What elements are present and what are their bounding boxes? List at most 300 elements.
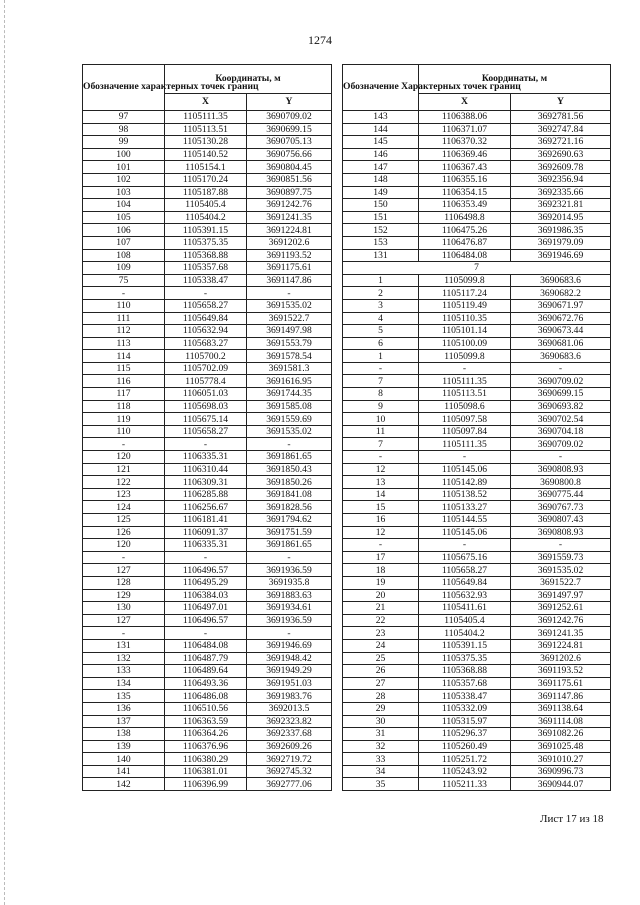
- point-number: 144: [343, 123, 419, 136]
- table-row: [83, 564, 332, 577]
- coordinate-x: 1106370.32: [419, 136, 511, 149]
- point-number: 24: [343, 639, 419, 652]
- coordinate-y: 3691948.42: [247, 652, 332, 665]
- table-row: [83, 551, 332, 564]
- coordinate-y: 3692014.95: [511, 211, 611, 224]
- point-number: 149: [343, 186, 419, 199]
- table-row: [83, 337, 332, 350]
- table-row: [343, 652, 611, 665]
- table-row: [343, 501, 611, 514]
- table-row: [83, 161, 332, 174]
- table-row: [343, 199, 611, 212]
- coordinate-y: 3691522.7: [511, 576, 611, 589]
- coordinate-x: 1106354.15: [419, 186, 511, 199]
- coordinate-x: 1105368.88: [165, 249, 247, 262]
- point-number: 108: [83, 249, 165, 262]
- coordinate-y: 3691025.48: [511, 740, 611, 753]
- coordinate-y: 3690775.44: [511, 488, 611, 501]
- coordinate-x: 1105099.8: [419, 274, 511, 287]
- coordinate-y: 3691224.81: [511, 639, 611, 652]
- coordinate-x: 1105133.27: [419, 501, 511, 514]
- coordinate-y: 3690996.73: [511, 765, 611, 778]
- table-row: [343, 451, 611, 464]
- coordinate-y: 3691147.86: [511, 690, 611, 703]
- point-number: -: [343, 451, 419, 464]
- header-coordinates: Координаты, м: [419, 65, 611, 94]
- coordinate-y: 3690756.66: [247, 148, 332, 161]
- table-row: [83, 262, 332, 275]
- coordinate-y: 3691202.6: [511, 652, 611, 665]
- point-number: -: [343, 539, 419, 552]
- coordinate-x: 1106476.87: [419, 236, 511, 249]
- header-x: X: [419, 94, 511, 111]
- table-row: [343, 589, 611, 602]
- point-number: 137: [83, 715, 165, 728]
- coordinate-y: 3692719.72: [247, 753, 332, 766]
- point-number: 1: [343, 350, 419, 363]
- point-number: 7: [343, 375, 419, 388]
- coordinate-y: 3691241.35: [511, 627, 611, 640]
- coordinate-x: 1105649.84: [419, 576, 511, 589]
- coordinate-y: 3692609.78: [511, 161, 611, 174]
- point-number: 21: [343, 602, 419, 615]
- table-row: [343, 211, 611, 224]
- coordinate-x: 1106380.29: [165, 753, 247, 766]
- coordinate-y: 3691241.35: [247, 211, 332, 224]
- coordinate-y: 3690705.13: [247, 136, 332, 149]
- coordinate-x: 1106381.01: [165, 765, 247, 778]
- table-row: [83, 690, 332, 703]
- coordinate-x: 1106369.46: [419, 148, 511, 161]
- table-row: [343, 350, 611, 363]
- table-row: [83, 274, 332, 287]
- point-number: 151: [343, 211, 419, 224]
- coordinate-x: 1105411.61: [419, 602, 511, 615]
- coordinate-y: 3692721.16: [511, 136, 611, 149]
- table-row: [343, 753, 611, 766]
- coordinate-y: 3690807.43: [511, 514, 611, 527]
- table-row: [83, 665, 332, 678]
- point-number: 27: [343, 677, 419, 690]
- table-row: [83, 602, 332, 615]
- coordinate-x: 1105130.28: [165, 136, 247, 149]
- coordinate-y: 3692747.84: [511, 123, 611, 136]
- coordinate-y: 3690704.18: [511, 425, 611, 438]
- table-row: [83, 677, 332, 690]
- coordinate-y: 3691946.69: [247, 639, 332, 652]
- table-row: [83, 400, 332, 413]
- point-number: 115: [83, 362, 165, 375]
- point-number: 100: [83, 148, 165, 161]
- coordinate-y: 3692356.94: [511, 173, 611, 186]
- point-number: 30: [343, 715, 419, 728]
- table-row: [343, 765, 611, 778]
- point-number: 121: [83, 463, 165, 476]
- coordinate-x: 1105251.72: [419, 753, 511, 766]
- point-number: 153: [343, 236, 419, 249]
- coordinate-x: 1105658.27: [165, 425, 247, 438]
- point-number: 17: [343, 551, 419, 564]
- table-row: [343, 740, 611, 753]
- point-number: 150: [343, 199, 419, 212]
- point-number: 120: [83, 451, 165, 464]
- coordinate-x: 1105113.51: [419, 388, 511, 401]
- coordinate-x: 1105649.84: [165, 312, 247, 325]
- coordinate-x: -: [419, 451, 511, 464]
- coordinate-x: 1105097.58: [419, 413, 511, 426]
- point-number: 13: [343, 476, 419, 489]
- coordinate-y: 3690709.02: [511, 438, 611, 451]
- coordinate-x: 1106335.31: [165, 539, 247, 552]
- coordinate-y: -: [247, 438, 332, 451]
- table-row: [343, 665, 611, 678]
- table-row: [343, 287, 611, 300]
- table-row: [343, 476, 611, 489]
- coordinate-x: 1106285.88: [165, 488, 247, 501]
- coordinate-x: 1105211.33: [419, 778, 511, 791]
- coordinate-y: 3690800.8: [511, 476, 611, 489]
- coordinate-y: 3691935.8: [247, 576, 332, 589]
- point-number: 131: [343, 249, 419, 262]
- coordinate-x: 1106497.01: [165, 602, 247, 615]
- header-y: Y: [511, 94, 611, 111]
- point-number: 4: [343, 312, 419, 325]
- table-row: [343, 262, 611, 275]
- coordinate-x: 1105375.35: [165, 236, 247, 249]
- coordinate-x: 1105778.4: [165, 375, 247, 388]
- coordinate-x: 1105144.55: [419, 514, 511, 527]
- table-row: [83, 136, 332, 149]
- coordinate-y: 3691946.69: [511, 249, 611, 262]
- table-row: [343, 690, 611, 703]
- coordinate-x: 1106388.06: [419, 111, 511, 124]
- coordinate-x: 1105101.14: [419, 325, 511, 338]
- point-number: 5: [343, 325, 419, 338]
- table-row: [343, 677, 611, 690]
- coordinate-x: 1105357.68: [165, 262, 247, 275]
- coordinate-x: 1106376.96: [165, 740, 247, 753]
- point-number: 127: [83, 564, 165, 577]
- coordinate-y: -: [511, 539, 611, 552]
- table-row: [343, 224, 611, 237]
- coordinate-x: 1105404.2: [419, 627, 511, 640]
- point-number: 126: [83, 526, 165, 539]
- point-number: -: [83, 627, 165, 640]
- coordinate-y: 3690702.54: [511, 413, 611, 426]
- coordinate-y: 3691983.76: [247, 690, 332, 703]
- table-row: [83, 325, 332, 338]
- point-number: 20: [343, 589, 419, 602]
- coordinate-y: 3691114.08: [511, 715, 611, 728]
- point-number: 106: [83, 224, 165, 237]
- table-row: [83, 501, 332, 514]
- header-point-label: Обозначение Характерных точек границ: [343, 65, 419, 111]
- coordinate-y: 3691861.65: [247, 539, 332, 552]
- coordinate-y: 3692690.63: [511, 148, 611, 161]
- point-number: 134: [83, 677, 165, 690]
- coordinate-y: 3691175.61: [247, 262, 332, 275]
- coordinate-x: 1105357.68: [419, 677, 511, 690]
- table-row: [343, 161, 611, 174]
- coordinate-y: 3691883.63: [247, 589, 332, 602]
- point-number: 116: [83, 375, 165, 388]
- coordinate-x: 1105338.47: [165, 274, 247, 287]
- table-row: [343, 526, 611, 539]
- point-number: 127: [83, 614, 165, 627]
- table-row: [83, 753, 332, 766]
- table-row: [83, 362, 332, 375]
- point-number: 135: [83, 690, 165, 703]
- coordinate-y: 3691581.3: [247, 362, 332, 375]
- header-x: X: [165, 94, 247, 111]
- point-number: 10: [343, 413, 419, 426]
- point-number: 110: [83, 425, 165, 438]
- coordinate-x: 1105375.35: [419, 652, 511, 665]
- coordinate-y: 3691553.79: [247, 337, 332, 350]
- coordinate-x: 1105675.14: [165, 413, 247, 426]
- coordinate-y: 3691559.69: [247, 413, 332, 426]
- point-number: 22: [343, 614, 419, 627]
- point-number: 98: [83, 123, 165, 136]
- point-number: 111: [83, 312, 165, 325]
- coordinate-x: -: [419, 539, 511, 552]
- sheet-footer: Лист 17 из 18: [540, 813, 604, 825]
- table-row: [343, 249, 611, 262]
- table-row: [343, 551, 611, 564]
- point-number: 29: [343, 702, 419, 715]
- coordinate-x: 1105315.97: [419, 715, 511, 728]
- coordinate-x: 1105632.93: [419, 589, 511, 602]
- coordinate-x: 1105675.16: [419, 551, 511, 564]
- table-row: [83, 778, 332, 791]
- point-number: 15: [343, 501, 419, 514]
- point-number: 146: [343, 148, 419, 161]
- coordinate-y: 3691986.35: [511, 224, 611, 237]
- coordinate-x: 1105111.35: [419, 375, 511, 388]
- coordinate-y: 3691224.81: [247, 224, 332, 237]
- coordinate-x: 1106355.16: [419, 173, 511, 186]
- coordinate-x: 1106363.59: [165, 715, 247, 728]
- table-row: [83, 186, 332, 199]
- point-number: 117: [83, 388, 165, 401]
- page-number: 1274: [308, 33, 332, 47]
- header-point-label: Обозначение характерных точек границ: [83, 65, 165, 111]
- point-number: -: [343, 362, 419, 375]
- table-row: [83, 299, 332, 312]
- coordinate-x: 1105097.84: [419, 425, 511, 438]
- table-row: [343, 627, 611, 640]
- table-row: [83, 350, 332, 363]
- coordinate-x: 1105098.6: [419, 400, 511, 413]
- coordinate-y: 3691202.6: [247, 236, 332, 249]
- table-row: [343, 602, 611, 615]
- point-number: 34: [343, 765, 419, 778]
- coordinate-y: 3691951.03: [247, 677, 332, 690]
- coordinate-x: 1106309.31: [165, 476, 247, 489]
- coordinate-x: 1105154.1: [165, 161, 247, 174]
- coordinate-y: 3691850.43: [247, 463, 332, 476]
- coordinate-x: 1105145.06: [419, 526, 511, 539]
- coordinate-x: 1106495.29: [165, 576, 247, 589]
- table-row: [83, 438, 332, 451]
- coordinate-x: 1106484.08: [419, 249, 511, 262]
- table-row: [343, 614, 611, 627]
- coordinate-y: 3690808.93: [511, 463, 611, 476]
- table-row: [83, 123, 332, 136]
- point-number: 114: [83, 350, 165, 363]
- point-number: 19: [343, 576, 419, 589]
- point-number: 9: [343, 400, 419, 413]
- coordinate-y: 3692013.5: [247, 702, 332, 715]
- table-row: [83, 614, 332, 627]
- coordinate-x: 1106475.26: [419, 224, 511, 237]
- point-number: 118: [83, 400, 165, 413]
- coordinates-table-left: [82, 64, 332, 791]
- coordinate-y: 3690808.93: [511, 526, 611, 539]
- header-y: Y: [247, 94, 332, 111]
- point-number: 32: [343, 740, 419, 753]
- point-number: 145: [343, 136, 419, 149]
- coordinate-x: 1105119.49: [419, 299, 511, 312]
- coordinate-y: 3691828.56: [247, 501, 332, 514]
- table-row: [343, 274, 611, 287]
- point-number: 102: [83, 173, 165, 186]
- table-row: [83, 539, 332, 552]
- coordinate-x: 1106353.49: [419, 199, 511, 212]
- point-number: 136: [83, 702, 165, 715]
- table-row: [343, 564, 611, 577]
- coordinate-y: 3691616.95: [247, 375, 332, 388]
- table-row: [83, 199, 332, 212]
- table-row: [343, 514, 611, 527]
- coordinate-x: 1105140.52: [165, 148, 247, 161]
- coordinate-y: 3690804.45: [247, 161, 332, 174]
- point-number: 31: [343, 728, 419, 741]
- coordinate-x: 1106091.37: [165, 526, 247, 539]
- table-row: [83, 388, 332, 401]
- table-row: [83, 728, 332, 741]
- table-row: [83, 715, 332, 728]
- table-row: [343, 312, 611, 325]
- coordinate-y: 3692777.06: [247, 778, 332, 791]
- coordinate-x: 1106496.57: [165, 614, 247, 627]
- coordinate-y: 3690683.6: [511, 350, 611, 363]
- coordinates-table-right: [342, 64, 611, 791]
- coordinate-x: 1106496.57: [165, 564, 247, 577]
- table-row: [343, 576, 611, 589]
- table-row: [343, 488, 611, 501]
- table-row: [343, 728, 611, 741]
- point-number: 112: [83, 325, 165, 338]
- coordinate-x: 1106489.64: [165, 665, 247, 678]
- coordinate-y: 3690944.07: [511, 778, 611, 791]
- coordinate-x: 1105391.15: [419, 639, 511, 652]
- table-row: [83, 652, 332, 665]
- point-number: 11: [343, 425, 419, 438]
- table-row: [83, 236, 332, 249]
- table-row: [83, 111, 332, 124]
- point-number: 97: [83, 111, 165, 124]
- table-row: [83, 488, 332, 501]
- table-row: [83, 514, 332, 527]
- coordinate-x: 1106335.31: [165, 451, 247, 464]
- point-number: 28: [343, 690, 419, 703]
- point-number: 99: [83, 136, 165, 149]
- coordinate-y: 3691147.86: [247, 274, 332, 287]
- coordinate-y: 3691936.59: [247, 614, 332, 627]
- point-number: 2: [343, 287, 419, 300]
- point-number: 128: [83, 576, 165, 589]
- table-row: [343, 325, 611, 338]
- coordinate-y: 3691850.26: [247, 476, 332, 489]
- coordinate-x: 1105117.24: [419, 287, 511, 300]
- point-number: 119: [83, 413, 165, 426]
- coordinate-x: 1105243.92: [419, 765, 511, 778]
- coordinate-y: 3692781.56: [511, 111, 611, 124]
- coordinate-x: 1105658.27: [165, 299, 247, 312]
- table-row: [343, 400, 611, 413]
- coordinate-x: 1105683.27: [165, 337, 247, 350]
- coordinate-y: 3691535.02: [247, 299, 332, 312]
- coordinate-x: 1106487.79: [165, 652, 247, 665]
- coordinate-x: 1105111.35: [165, 111, 247, 124]
- point-number: -: [83, 438, 165, 451]
- coordinate-x: 1105100.09: [419, 337, 511, 350]
- table-row: [83, 576, 332, 589]
- table-row: [343, 173, 611, 186]
- coordinate-y: 3691193.52: [247, 249, 332, 262]
- table-row: [83, 224, 332, 237]
- coordinate-x: -: [419, 362, 511, 375]
- table-row: [343, 539, 611, 552]
- coordinate-x: -: [165, 287, 247, 300]
- point-number: 18: [343, 564, 419, 577]
- coordinate-y: 3690682.2: [511, 287, 611, 300]
- table-row: [343, 388, 611, 401]
- point-number: 132: [83, 652, 165, 665]
- table-row: [343, 425, 611, 438]
- coordinate-x: 1105142.89: [419, 476, 511, 489]
- point-number: 140: [83, 753, 165, 766]
- table-row: [83, 740, 332, 753]
- coordinate-y: 3692337.68: [247, 728, 332, 741]
- coordinate-x: 1105170.24: [165, 173, 247, 186]
- point-number: 133: [83, 665, 165, 678]
- table-row: [343, 111, 611, 124]
- point-number: 129: [83, 589, 165, 602]
- coordinate-y: 3690672.76: [511, 312, 611, 325]
- coordinate-y: 3691193.52: [511, 665, 611, 678]
- coordinate-y: 3691010.27: [511, 753, 611, 766]
- coordinate-x: 1106364.26: [165, 728, 247, 741]
- table-row: [343, 236, 611, 249]
- coordinate-y: 3691979.09: [511, 236, 611, 249]
- table-row: [343, 413, 611, 426]
- coordinate-x: 1105260.49: [419, 740, 511, 753]
- table-row: [83, 463, 332, 476]
- table-row: [343, 186, 611, 199]
- point-number: 3: [343, 299, 419, 312]
- table-row: [83, 425, 332, 438]
- coordinate-x: 1106367.43: [419, 161, 511, 174]
- coordinate-x: 1106310.44: [165, 463, 247, 476]
- table-row: [83, 702, 332, 715]
- table-row: [83, 451, 332, 464]
- point-number: 75: [83, 274, 165, 287]
- coordinate-y: 3691794.62: [247, 514, 332, 527]
- point-number: 141: [83, 765, 165, 778]
- coordinate-x: 1105187.88: [165, 186, 247, 199]
